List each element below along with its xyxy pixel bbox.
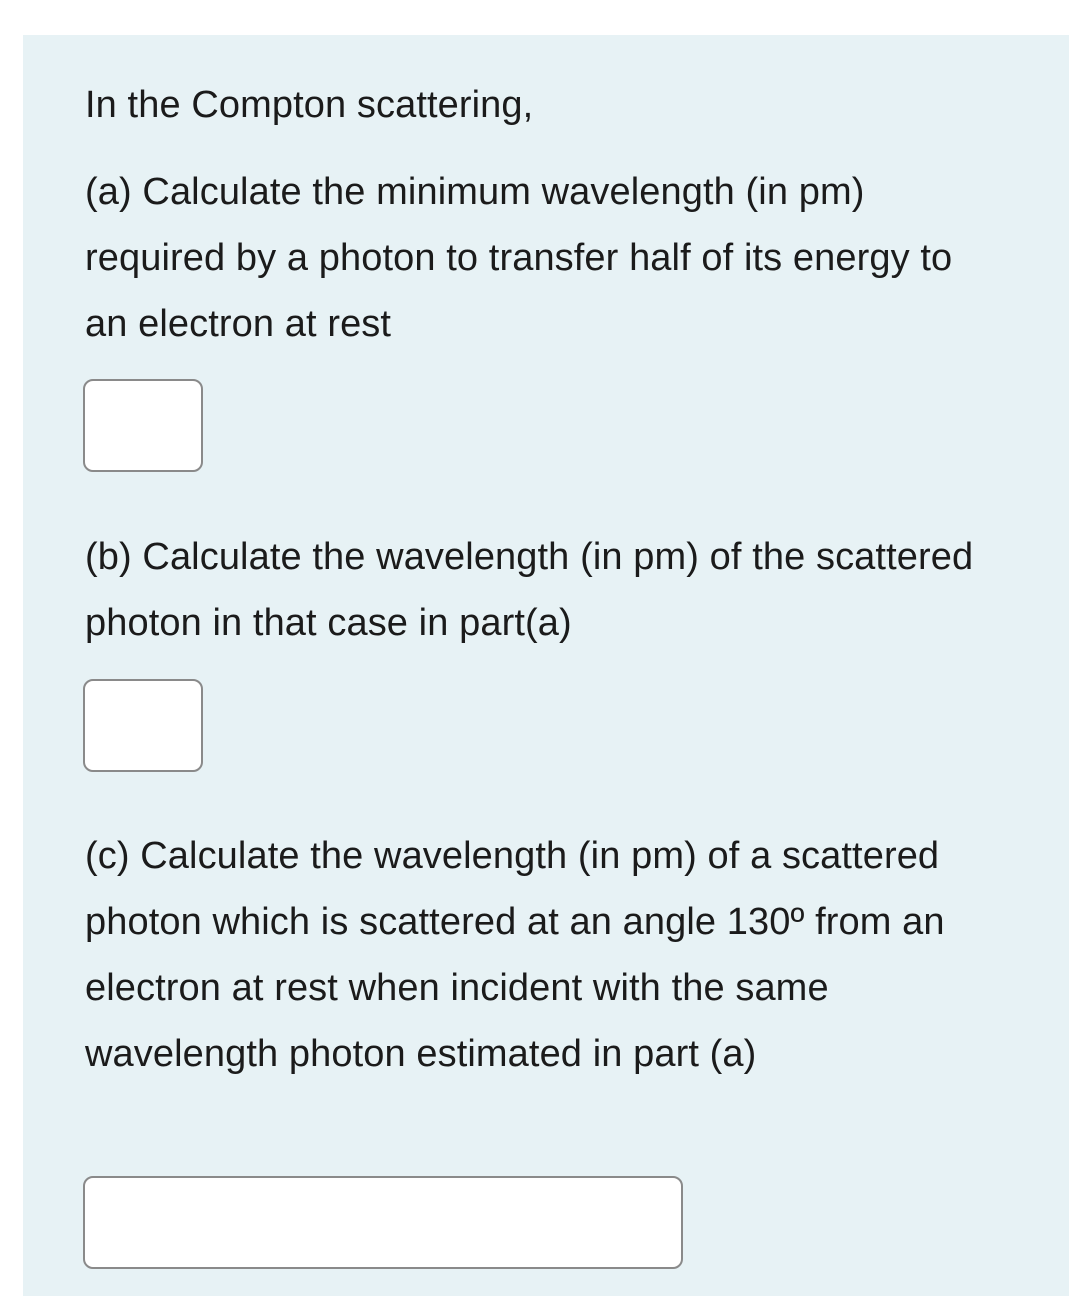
part-a-answer-input[interactable] xyxy=(83,379,203,472)
part-b-prompt: (b) Calculate the wavelength (in pm) of the scattered photon in that case in part(a) xyxy=(85,536,974,644)
question-intro: In the Compton scattering, xyxy=(85,84,534,126)
part-b-answer-input[interactable] xyxy=(83,679,203,772)
part-a-prompt: (a) Calculate the minimum wavelength (in pm) required by a photon to transfer half of its energy to an electron at rest xyxy=(85,171,953,345)
part-c-prompt: (c) Calculate the wavelength (in pm) of a scattered photon which is scattered at an angle 130º from an electron at rest when incident with the same wavelength photon estimated in part (a) xyxy=(85,835,945,1075)
part-c-answer-input[interactable] xyxy=(83,1176,683,1269)
